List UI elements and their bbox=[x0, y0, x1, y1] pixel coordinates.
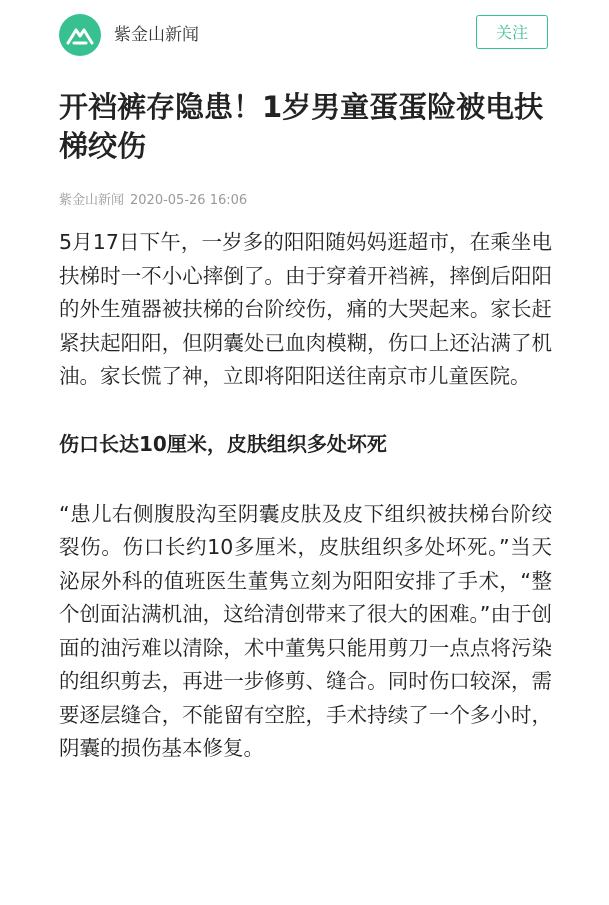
article-title: 开裆裤存隐患！1岁男童蛋蛋险被电扶梯绞伤 bbox=[59, 90, 544, 163]
source-name[interactable]: 紫金山新闻 bbox=[114, 25, 199, 45]
meta-date: 2020-05-26 16:06 bbox=[130, 193, 248, 208]
paragraph-1: 5月17日下午，一岁多的阳阳随妈妈逛超市，在乘坐电扶梯时一不小心摔倒了。由于穿着开裆裤，摔倒后阳阳的外生殖器被扶梯的台阶绞伤，痛的大哭起来。家长赶紧扶起阳阳，但阴囊处已血肉模糊，伤口上还沾满了机油。家长慌了神，立即将阳阳送往南京市儿童医院。 bbox=[59, 230, 552, 388]
article-body bbox=[59, 226, 552, 766]
article-meta bbox=[59, 192, 247, 210]
subheading: 伤口长达10厘米，皮肤组织多处坏死 bbox=[59, 431, 387, 456]
paragraph-2: “患儿右侧腹股沟至阴囊皮肤及皮下组织被扶梯台阶绞裂伤。伤口长约10多厘米，皮肤组织多处坏死。”当天泌尿外科的值班医生董隽立刻为阳阳安排了手术，“整个创面沾满机油，这给清创带来了很大的困难。”由于创面的油污难以清除，术中董隽只能用剪刀一点点将污染的组织剪去，再进一步修剪、缝合。同时伤口较深，需要逐层缝合，不能留有空腔，手术持续了一个多小时，阴囊的损伤基本修复。 bbox=[59, 501, 552, 760]
header bbox=[0, 0, 609, 70]
mountain-logo-icon[interactable] bbox=[59, 14, 101, 56]
meta-source[interactable]: 紫金山新闻 bbox=[59, 193, 125, 208]
follow-button[interactable]: 关注 bbox=[476, 15, 548, 49]
